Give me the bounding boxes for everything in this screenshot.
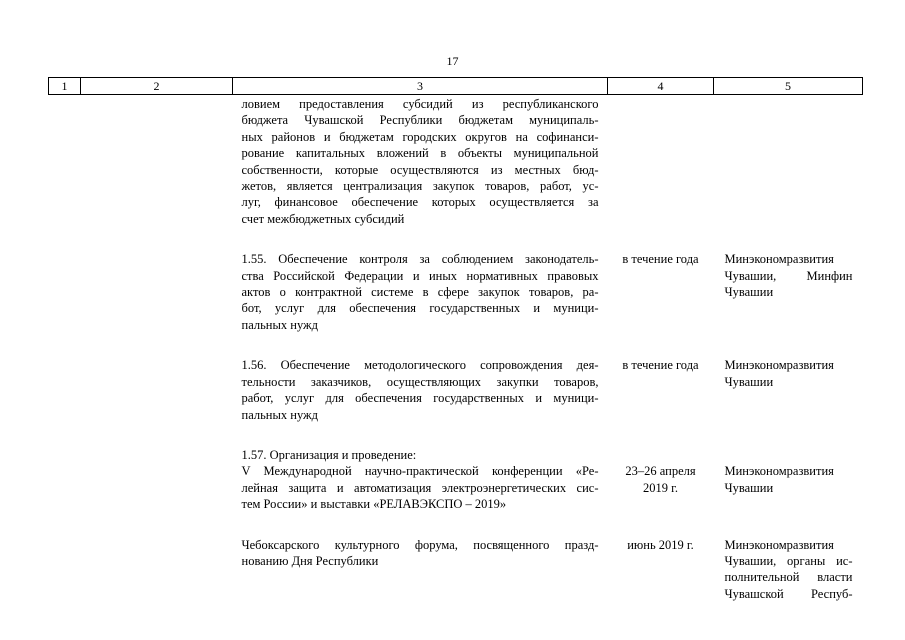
text-line: лейная защита и автоматизация электроэнергетических сис- xyxy=(241,480,599,495)
deadline-cell: июнь 2019 г. xyxy=(627,537,694,552)
text-line: пальных нужд xyxy=(241,317,319,332)
text-line: Чебоксарского культурного форума, посвященного празд- xyxy=(241,537,599,552)
responsible-cell xyxy=(714,357,863,423)
column-header-4: 4 xyxy=(608,78,714,95)
measure-cell xyxy=(233,357,608,423)
text-line: рование капитальных вложений в объекты муниципальной xyxy=(241,146,599,161)
text-line: ства Российской Федерации и иных нормативных правовых xyxy=(241,268,599,283)
text-line: нованию Дня Республики xyxy=(241,553,379,568)
responsible-cell xyxy=(714,251,863,333)
table-row xyxy=(49,357,863,423)
text-line: тельности заказчиков, осуществляющих закупки товаров, xyxy=(241,374,599,389)
measure-cell xyxy=(233,447,608,463)
table-row xyxy=(49,251,863,333)
text-line: работ, услуг для обеспечения государственных и муници- xyxy=(241,391,599,406)
text-line: Чувашии xyxy=(724,374,774,389)
text-line: Минэкономразвития xyxy=(724,464,834,479)
text-line: пальных нужд xyxy=(241,407,319,422)
text-line: ловием предоставления субсидий из республиканского xyxy=(241,97,599,111)
text-line: Минэкономразвития xyxy=(724,537,834,552)
text-line: Чувашии, Минфин xyxy=(724,268,853,283)
column-header-2: 2 xyxy=(81,78,233,95)
table-row xyxy=(49,463,863,512)
responsible-cell xyxy=(714,537,863,603)
table-row xyxy=(49,95,863,228)
text-line: Чувашии xyxy=(724,480,774,495)
text-line: Минэкономразвития xyxy=(724,358,834,373)
text-line: 1.56. Обеспечение методологического сопровождения дея- xyxy=(241,358,599,373)
text-line: актов о контрактной системе в сфере закупок товаров, ра- xyxy=(241,285,599,300)
table-row xyxy=(49,447,863,463)
text-line: Чувашской Респуб- xyxy=(724,586,853,601)
text-line: бот, услуг для обеспечения государственных и муници- xyxy=(241,301,599,316)
text-line: полнительной власти xyxy=(724,570,853,585)
text-line: 2019 г. xyxy=(643,480,678,495)
text-line: жетов, является централизация закупок товаров, работ, ус- xyxy=(241,179,599,194)
text-line: Чувашии, органы ис- xyxy=(724,553,853,568)
deadline-cell: в течение года xyxy=(622,252,699,267)
text-line: счет межбюджетных субсидий xyxy=(241,211,405,226)
column-header-3: 3 xyxy=(233,78,608,95)
text-line: Минэкономразвития xyxy=(724,252,834,267)
measure-cell xyxy=(233,251,608,333)
text-line: ных районов и бюджетам городских округов на софинанси- xyxy=(241,129,599,144)
measure-cell xyxy=(233,95,608,228)
text-line: V Международной научно-практической конференции «Ре- xyxy=(241,464,599,479)
text-line: 23–26 апреля xyxy=(625,464,696,479)
text-line: Чувашии xyxy=(724,285,774,300)
text-line: 1.55. Обеспечение контроля за соблюдением законодатель- xyxy=(241,252,599,267)
column-header-1: 1 xyxy=(49,78,81,95)
page-number: 17 xyxy=(446,54,459,68)
table-row xyxy=(49,537,863,603)
text-line: 1.57. Организация и проведение: xyxy=(241,447,417,462)
text-line: бюджета Чувашской Республики бюджетам муниципаль- xyxy=(241,113,599,128)
text-line: собственности, которые осуществляются из местных бюд- xyxy=(241,162,599,177)
measure-cell xyxy=(233,463,608,512)
table-header-row xyxy=(49,78,863,95)
measure-cell xyxy=(233,537,608,603)
deadline-cell xyxy=(608,463,714,512)
column-header-5: 5 xyxy=(714,78,863,95)
text-line: тем России» и выставки «РЕЛАВЭКСПО – 2019» xyxy=(241,497,507,512)
plan-table xyxy=(48,77,863,602)
deadline-cell: в течение года xyxy=(622,358,699,373)
responsible-cell xyxy=(714,463,863,512)
text-line: луг, финансовое обеспечение которых осуществляется за xyxy=(241,195,599,210)
